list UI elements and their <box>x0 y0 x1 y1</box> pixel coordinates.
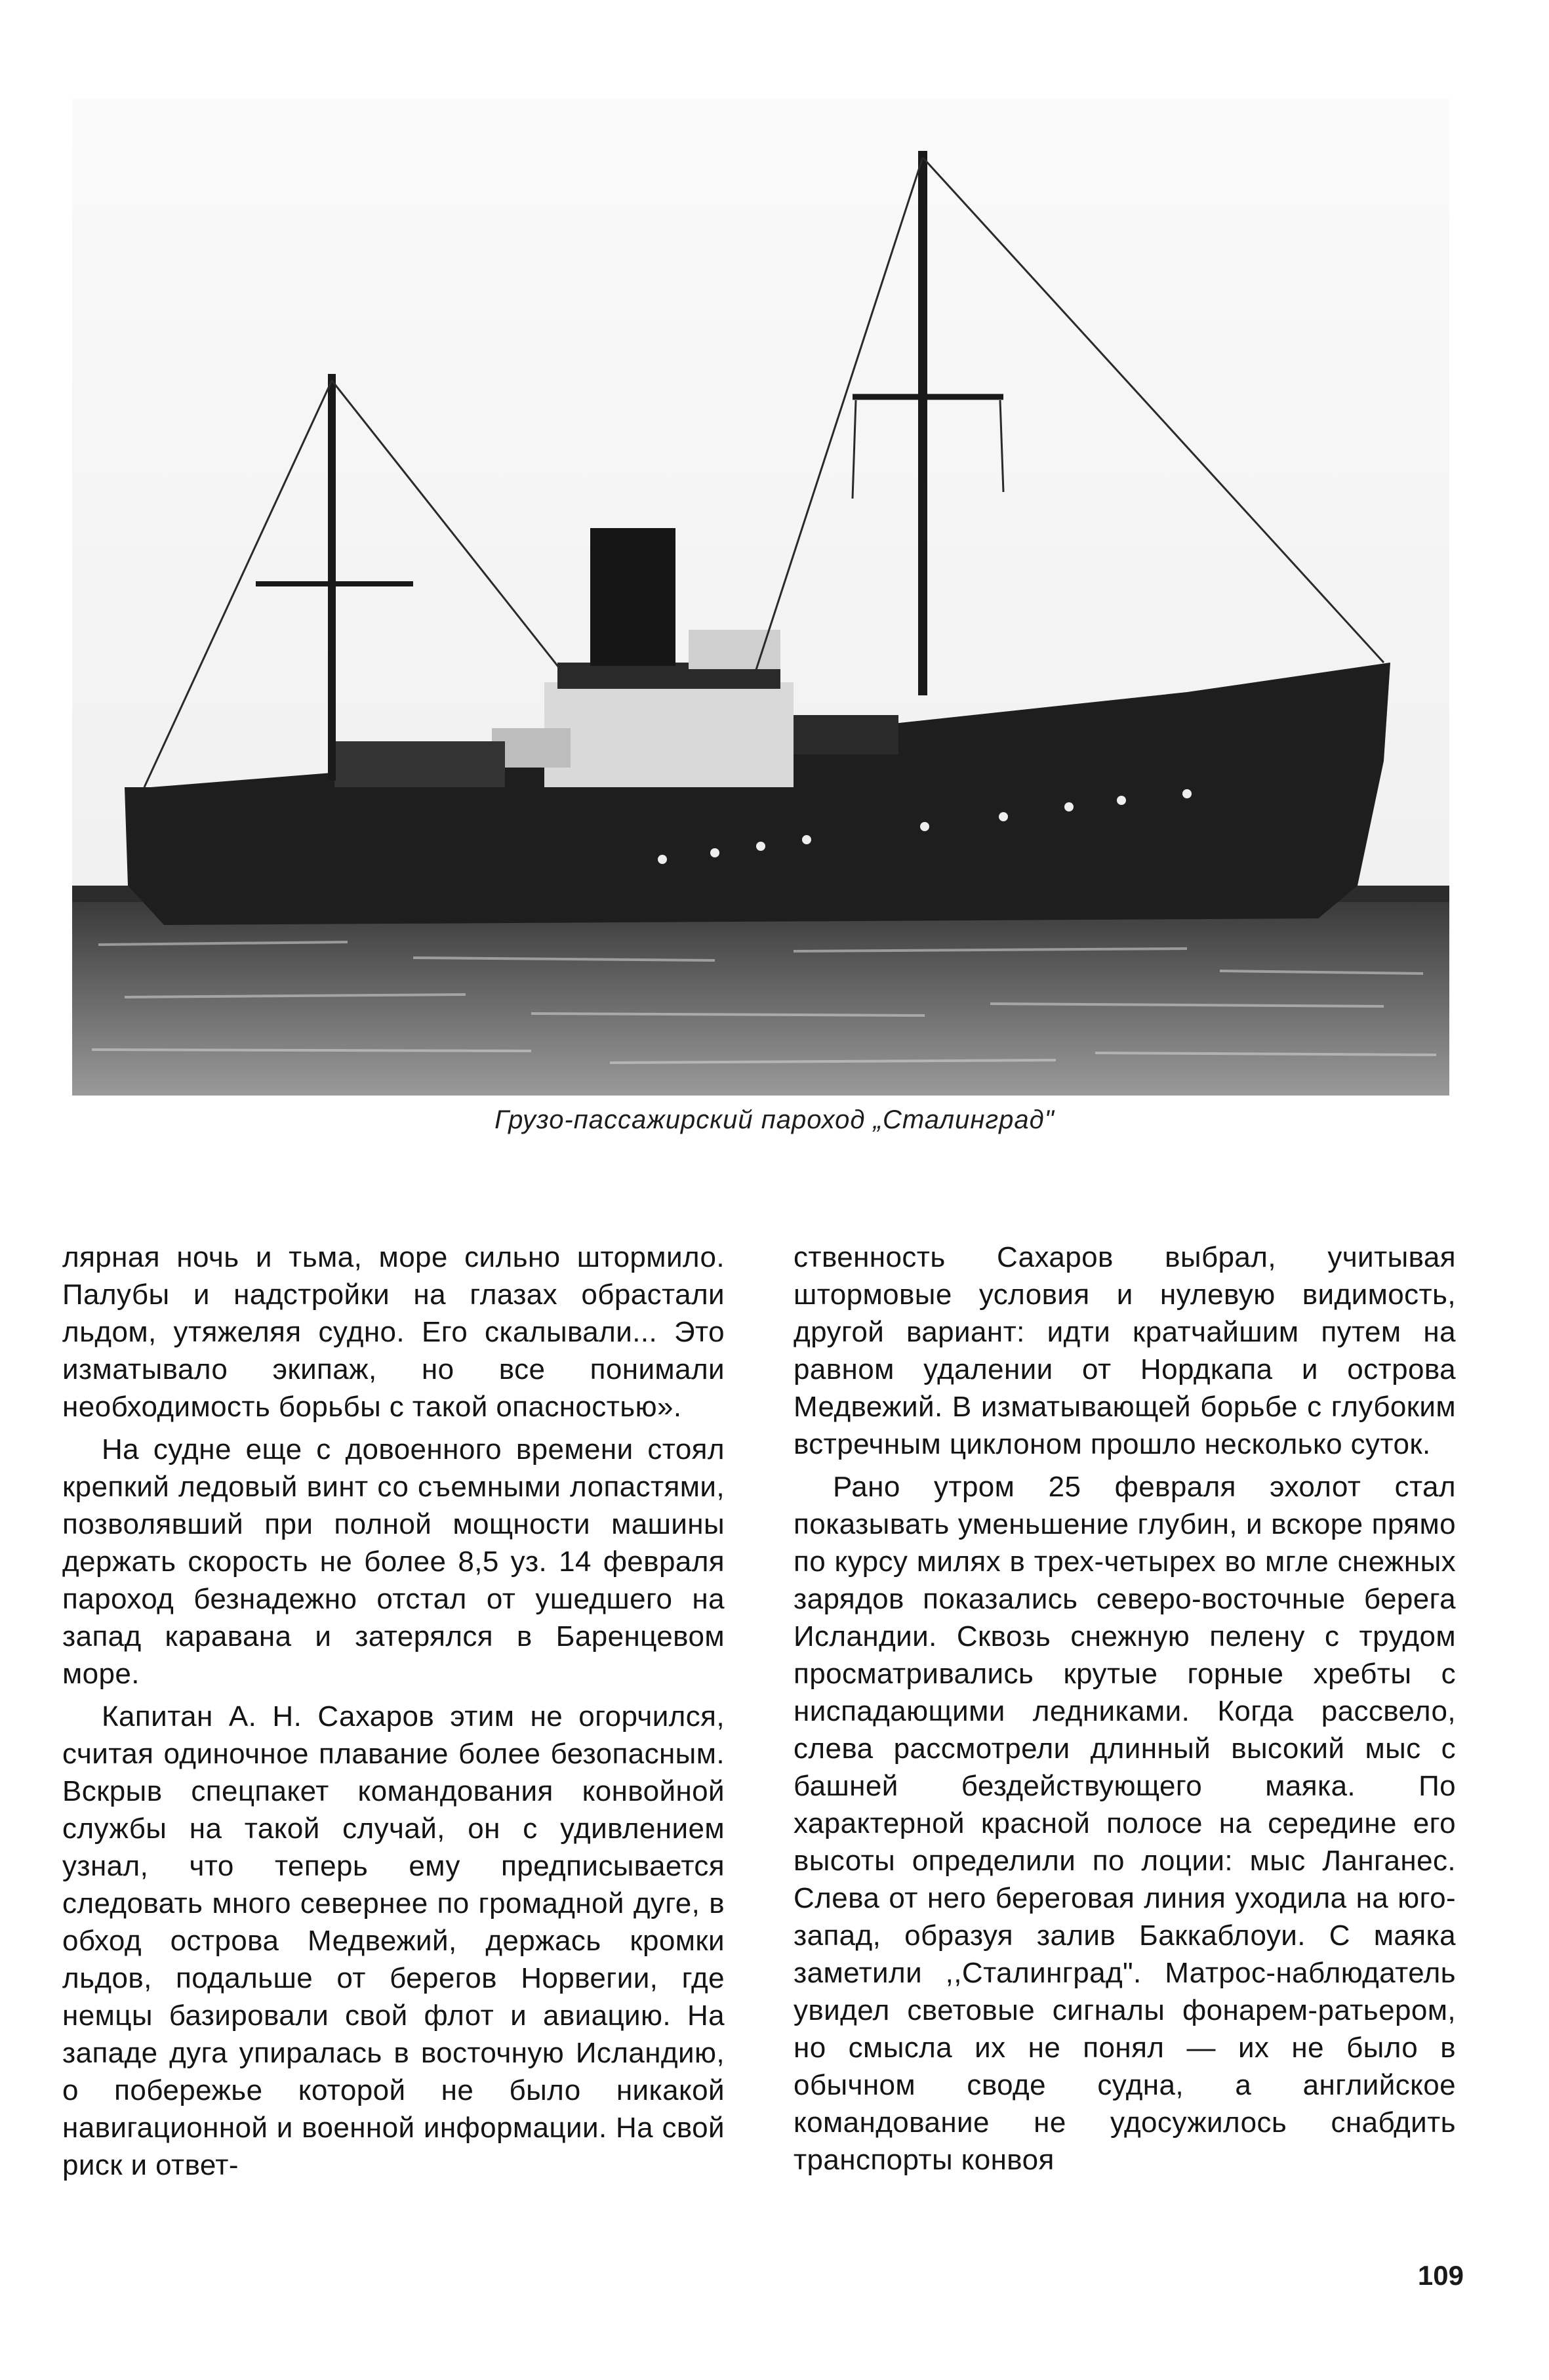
left-column <box>62 1239 725 2189</box>
paragraph: На судне еще с довоенного времени стоял крепкий ледовый винт со съемными лопастями, позволявший при полной мощности машины держать скорость не более 8,5 уз. 14 февраля пароход безнадежно отстал от ушедшего на запад каравана и затерялся в Баренцевом море. <box>62 1433 725 1690</box>
page-number: 109 <box>1417 2260 1464 2291</box>
steamship-illustration <box>72 98 1449 1096</box>
right-column <box>794 1239 1456 2184</box>
steamship-photo <box>72 98 1449 1096</box>
paragraph: лярная ночь и тьма, море сильно штормило. Палубы и надстройки на глазах обрастали льдом, утяжеляя судно. Его скалывали... Это изматывало экипаж, но все понимали необходимость борьбы с такой опасностью». <box>62 1241 725 1423</box>
paragraph: Капитан А. Н. Сахаров этим не огорчился, считая одиночное плавание более безопасным. Вскрыв спецпакет командования конвойной службы на такой случай, он с удивлением узнал, что теперь ему предписывается следовать много севернее по громадной дуге, в обход острова Медвежий, держась кромки льдов, подальше от берегов Норвегии, где немцы базировали свой флот и авиацию. На западе дуга упиралась в восточную Исландию, о побережье которой не было никакой навигационной и военной информации. На свой риск и ответ- <box>62 1700 725 2181</box>
paragraph: Рано утром 25 февраля эхолот стал показывать уменьшение глубин, и вскоре прямо по курсу милях в трех-четырех во мгле снежных зарядов показались северо-восточные берега Исландии. Сквозь снежную пелену с трудом просматривались крутые горные хребты с ниспадающими ледниками. Когда рассвело, слева рассмотрели длинный высокий мыс с башней бездействующего маяка. По характерной красной полосе на середине его высоты определили по лоции: мыс Ланганес. Слева от него береговая линия уходила на юго-запад, образуя залив Баккаблоуи. С маяка заметили ,,Сталинград". Матрос-наблюдатель увидел световые сигналы фонарем-ратьером, но смысла их не понял — их не было в обычном своде судна, а английское командование не удосужилось снабдить транспорты конвоя <box>794 1471 1456 2176</box>
photo-caption: Грузо-пассажирский пароход „Сталинград" <box>494 1105 1055 1134</box>
paragraph: ственность Сахаров выбрал, учитывая штормовые условия и нулевую видимость, другой вариант: идти кратчайшим путем на равном удалении от Нордкапа и острова Медвежий. В изматывающей борьбе с глубоким встречным циклоном прошло несколько суток. <box>794 1241 1456 1460</box>
